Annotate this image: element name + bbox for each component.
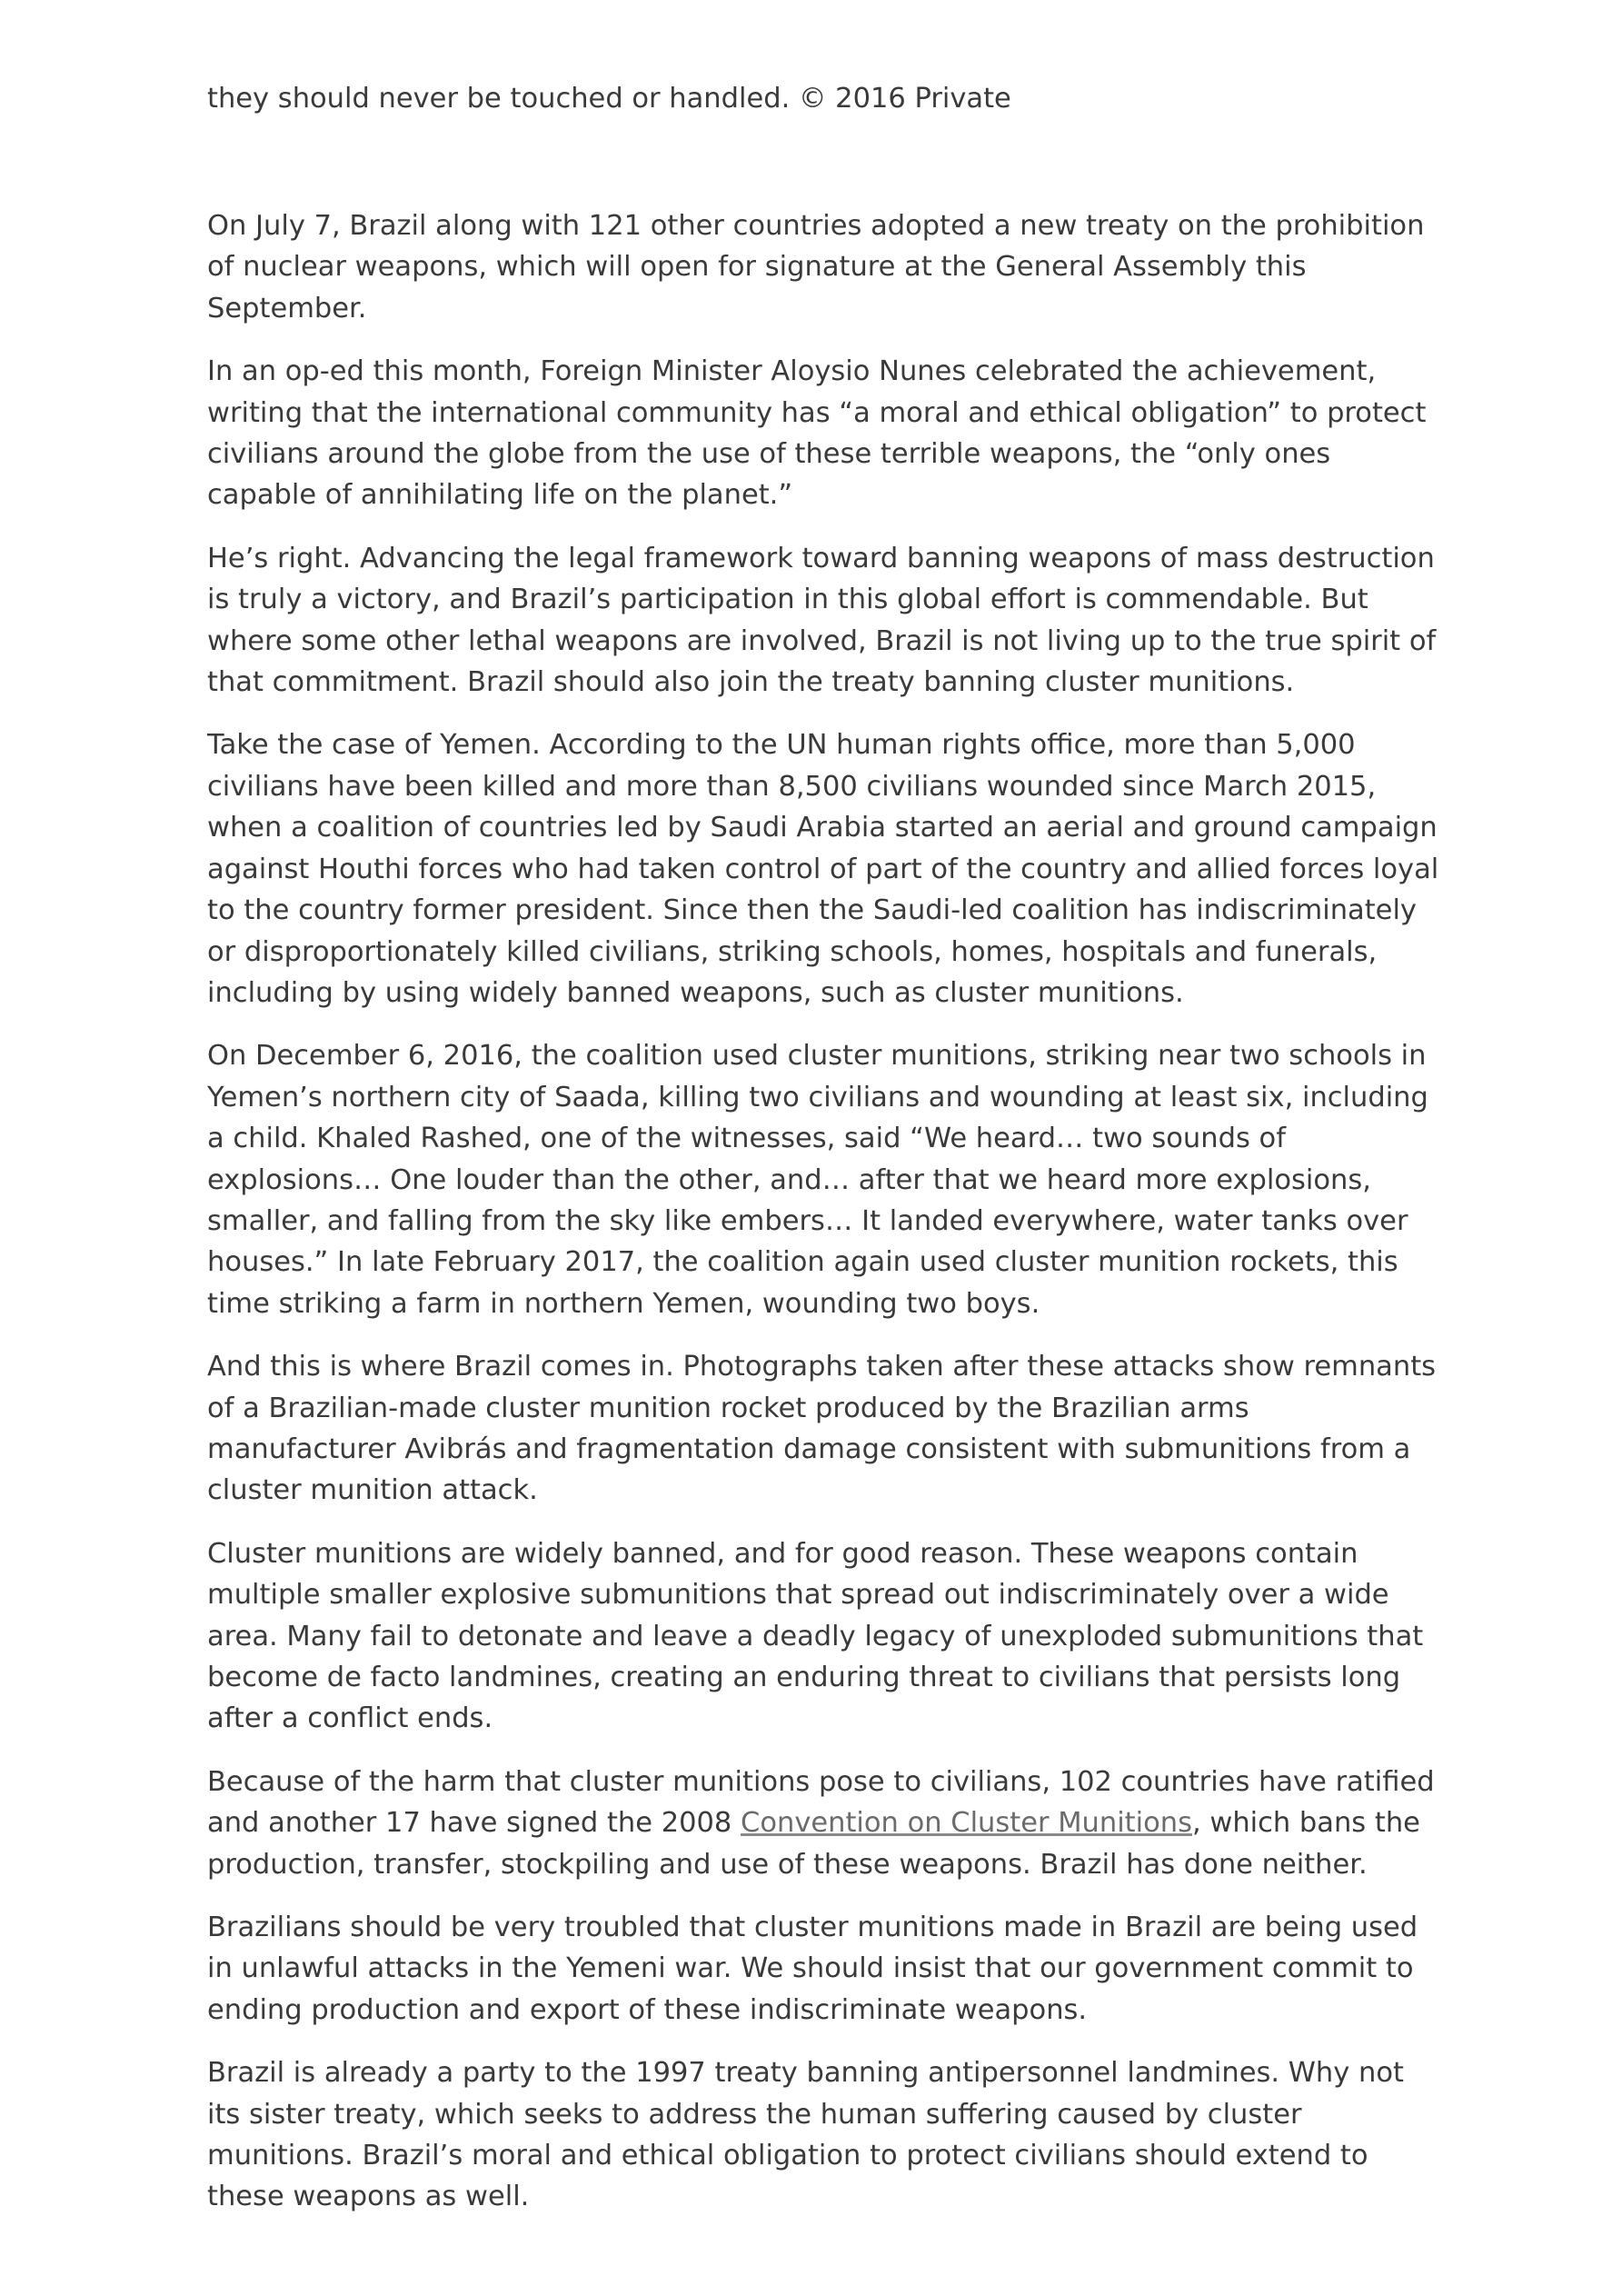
paragraph-8-text-before: Because of the harm that cluster munitions pose to civilians, 102 countries have ratified and another 17 have signed the 2008 xyxy=(207,1765,1435,1840)
paragraph-10: Brazil is already a party to the 1997 treaty banning antipersonnel landmines. Why not its sister treaty, which seeks to address the human suffering caused by cluster munitions. Brazil’s moral and ethical obligation to protect civilians should extend to these weapons as well. xyxy=(207,2057,1404,2213)
paragraph-6: And this is where Brazil comes in. Photographs taken after these attacks show remnants of a Brazilian-made cluster munition rocket produced by the Brazilian arms manufacturer Avibrás and fragmentation damage consistent with submunitions from a cluster munition attack. xyxy=(207,1351,1437,1507)
paragraph-7: Cluster munitions are widely banned, and for good reason. These weapons contain multiple smaller explosive submunitions that spread out indiscriminately over a wide area. Many fail to detonate and leave a deadly legacy of unexploded submunitions that become de facto landmines, creating an enduring threat to civilians that persists long after a conflict ends. xyxy=(207,1537,1424,1735)
paragraph-2: In an op-ed this month, Foreign Minister Aloysio Nunes celebrated the achievement, writing that the international community has “a moral and ethical obligation” to protect civilians around the globe from the use of these terrible weapons, the “only ones capable of annihilating life on the planet.” xyxy=(207,355,1427,512)
article-body xyxy=(207,205,1443,2240)
convention-on-cluster-munitions-link[interactable]: Convention on Cluster Munitions xyxy=(741,1807,1192,1840)
paragraph-3: He’s right. Advancing the legal framework toward banning weapons of mass destruction is truly a victory, and Brazil’s participation in this global effort is commendable. But where some other lethal weapons are involved, Brazil is not living up to the true spirit of that commitment. Brazil should also join the treaty banning cluster munitions. xyxy=(207,542,1437,699)
paragraph-1: On July 7, Brazil along with 121 other countries adopted a new treaty on the prohibition of nuclear weapons, which will open for signature at the General Assembly this September. xyxy=(207,210,1425,324)
paragraph-5: On December 6, 2016, the coalition used cluster munitions, striking near two schools in Yemen’s northern city of Saada, killing two civilians and wounding at least six, including a child. Khaled Rashed, one of the witnesses, said “We heard… two sounds of explosions… One louder than the other, and… after that we heard more explosions, smaller, and falling from the sky like embers… It landed everywhere, water tanks over houses.” In late February 2017, the coalition again used cluster munition rockets, this time striking a farm in northern Yemen, wounding two boys. xyxy=(207,1040,1428,1320)
paragraph-8 xyxy=(207,1762,1443,1885)
photo-caption: they should never be touched or handled. © 2016 Private xyxy=(207,83,1011,115)
paragraph-8-text-after: , which bans the production, transfer, stockpiling and use of these weapons. Brazil has done neither. xyxy=(207,1807,1420,1881)
paragraph-4: Take the case of Yemen. According to the UN human rights office, more than 5,000 civilians have been killed and more than 8,500 civilians wounded since March 2015, when a coalition of countries led by Saudi Arabia started an aerial and ground campaign against Houthi forces who had taken control of part of the country and allied forces loyal to the country former president. Since then the Saudi-led coalition has indiscriminately or disproportionately killed civilians, striking schools, homes, hospitals and funerals, including by using widely banned weapons, such as cluster munitions. xyxy=(207,729,1439,1009)
paragraph-9: Brazilians should be very troubled that cluster munitions made in Brazil are being used in unlawful attacks in the Yemeni war. We should insist that our government commit to ending production and export of these indiscriminate weapons. xyxy=(207,1912,1418,2026)
